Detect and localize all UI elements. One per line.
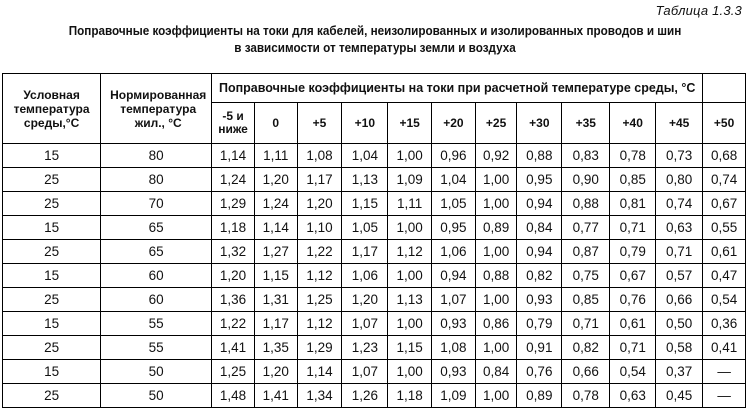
coefficient-cell: 0,82 <box>517 264 562 288</box>
coefficient-cell: 0,95 <box>432 216 476 240</box>
condition-temperature-cell: 15 <box>3 264 101 288</box>
normalized-temperature-cell: 50 <box>101 384 212 408</box>
coefficient-cell: 1,08 <box>432 336 476 360</box>
coefficient-cell: 1,20 <box>254 168 297 192</box>
coefficient-cell: 0,87 <box>562 240 610 264</box>
coefficient-cell: 1,00 <box>475 384 517 408</box>
coefficient-cell: 1,36 <box>212 288 255 312</box>
coefficient-cell: 1,23 <box>342 336 388 360</box>
coefficient-cell: 1,12 <box>297 312 342 336</box>
coefficient-cell: 0,81 <box>610 192 656 216</box>
normalized-temperature-header: Нормированная температура жил., °С <box>101 74 212 144</box>
coefficient-cell: 1,15 <box>254 264 297 288</box>
coefficient-cell: 0,89 <box>475 216 517 240</box>
coefficient-cell: 1,00 <box>475 288 517 312</box>
temperature-column-header: +50 <box>703 103 746 144</box>
coefficient-cell: 1,29 <box>297 336 342 360</box>
table-row <box>3 216 746 240</box>
temperature-column-header: +45 <box>656 103 703 144</box>
coefficient-cell: 1,17 <box>297 168 342 192</box>
coefficient-cell: 1,00 <box>388 264 432 288</box>
normalized-temperature-cell: 55 <box>101 336 212 360</box>
coefficient-cell: 0,50 <box>656 312 703 336</box>
condition-temperature-cell: 15 <box>3 360 101 384</box>
coefficient-cell: 0,79 <box>610 240 656 264</box>
coefficient-cell: 1,04 <box>432 168 476 192</box>
coefficient-cell: 0,80 <box>656 168 703 192</box>
coefficient-cell: 0,61 <box>703 240 746 264</box>
coefficient-cell: 0,91 <box>517 336 562 360</box>
coefficient-cell: 1,00 <box>388 360 432 384</box>
coefficient-cell: 1,07 <box>432 288 476 312</box>
table-row <box>3 240 746 264</box>
temperature-column-header: +5 <box>297 103 342 144</box>
coefficients-group-header: Поправочные коэффициенты на токи при расчетной температуре среды, °С <box>212 74 703 103</box>
coefficient-cell: 0,89 <box>517 384 562 408</box>
coefficient-cell: 1,34 <box>297 384 342 408</box>
coefficient-cell: 1,12 <box>297 264 342 288</box>
coefficient-cell: 1,00 <box>388 144 432 168</box>
coefficient-cell: 0,61 <box>610 312 656 336</box>
normalized-temperature-cell: 55 <box>101 312 212 336</box>
coefficient-cell: 1,00 <box>475 240 517 264</box>
table-title <box>38 22 713 56</box>
coefficient-cell: 0,76 <box>517 360 562 384</box>
coefficient-cell: 0,63 <box>656 216 703 240</box>
table-row <box>3 384 746 408</box>
coefficient-cell: 0,93 <box>432 312 476 336</box>
coefficient-cell: 1,32 <box>212 240 255 264</box>
coefficient-cell: 0,88 <box>475 264 517 288</box>
condition-temperature-header: Условная температура среды,°С <box>3 74 101 144</box>
table-row <box>3 336 746 360</box>
normalized-temperature-cell: 80 <box>101 168 212 192</box>
coefficient-cell: 0,75 <box>562 264 610 288</box>
coefficient-cell: — <box>703 360 746 384</box>
coefficient-cell: 0,63 <box>610 384 656 408</box>
coefficient-cell: 1,41 <box>212 336 255 360</box>
coefficient-cell: 0,82 <box>562 336 610 360</box>
normalized-temperature-cell: 60 <box>101 264 212 288</box>
coefficient-cell: 0,94 <box>517 240 562 264</box>
coefficients-group-header-extra <box>703 74 746 103</box>
table-row <box>3 192 746 216</box>
coefficient-cell: 1,09 <box>388 168 432 192</box>
coefficient-cell: 1,14 <box>254 216 297 240</box>
coefficient-cell: 0,96 <box>432 144 476 168</box>
condition-temperature-cell: 25 <box>3 240 101 264</box>
normalized-temperature-cell: 65 <box>101 216 212 240</box>
coefficient-cell: 0,83 <box>562 144 610 168</box>
coefficient-cell: 1,00 <box>475 168 517 192</box>
condition-temperature-cell: 25 <box>3 336 101 360</box>
condition-temperature-cell: 15 <box>3 144 101 168</box>
coefficient-cell: 1,08 <box>297 144 342 168</box>
temperature-column-header: +35 <box>562 103 610 144</box>
temperature-column-header: +40 <box>610 103 656 144</box>
coefficient-cell: 1,06 <box>342 264 388 288</box>
coefficient-cell: 1,18 <box>212 216 255 240</box>
coefficient-cell: 0,54 <box>610 360 656 384</box>
table-row <box>3 168 746 192</box>
coefficient-cell: 1,13 <box>388 288 432 312</box>
coefficient-cell: 0,37 <box>656 360 703 384</box>
temperature-column-header: +30 <box>517 103 562 144</box>
temperature-column-header: -5 и ниже <box>212 103 255 144</box>
table-row <box>3 360 746 384</box>
coefficient-cell: 0,84 <box>517 216 562 240</box>
temperature-column-header: +15 <box>388 103 432 144</box>
coefficient-cell: 0,68 <box>703 144 746 168</box>
coefficient-cell: 1,18 <box>388 384 432 408</box>
coefficient-cell: 1,00 <box>475 192 517 216</box>
table-number-label: Таблица 1.3.3 <box>655 3 742 18</box>
condition-temperature-cell: 15 <box>3 312 101 336</box>
coefficient-cell: 0,66 <box>562 360 610 384</box>
coefficient-cell: 1,31 <box>254 288 297 312</box>
coefficient-cell: 1,13 <box>342 168 388 192</box>
coefficient-cell: 0,95 <box>517 168 562 192</box>
coefficient-cell: 0,55 <box>703 216 746 240</box>
coefficient-cell: 0,73 <box>656 144 703 168</box>
temperature-column-header: 0 <box>254 103 297 144</box>
coefficient-cell: 1,07 <box>342 360 388 384</box>
coefficient-cell: 1,17 <box>342 240 388 264</box>
coefficient-cell: 1,20 <box>297 192 342 216</box>
table-row <box>3 312 746 336</box>
coefficient-cell: 0,74 <box>703 168 746 192</box>
coefficient-cell: 0,74 <box>656 192 703 216</box>
normalized-temperature-cell: 80 <box>101 144 212 168</box>
table-row <box>3 264 746 288</box>
coefficient-cell: 0,94 <box>432 264 476 288</box>
coefficient-cell: 1,20 <box>212 264 255 288</box>
coefficient-cell: 1,35 <box>254 336 297 360</box>
coefficient-cell: 0,93 <box>517 288 562 312</box>
coefficient-cell: 1,25 <box>297 288 342 312</box>
table-body <box>3 144 746 408</box>
coefficient-cell: 0,41 <box>703 336 746 360</box>
coefficient-cell: 0,86 <box>475 312 517 336</box>
coefficient-cell: 1,26 <box>342 384 388 408</box>
coefficient-cell: 1,20 <box>254 360 297 384</box>
coefficient-cell: 1,14 <box>212 144 255 168</box>
coefficient-cell: 0,71 <box>610 336 656 360</box>
normalized-temperature-cell: 60 <box>101 288 212 312</box>
correction-coefficients-table <box>2 73 746 408</box>
normalized-temperature-cell: 70 <box>101 192 212 216</box>
coefficient-cell: 0,94 <box>517 192 562 216</box>
coefficient-cell: 1,48 <box>212 384 255 408</box>
coefficient-cell: 0,90 <box>562 168 610 192</box>
table-row <box>3 144 746 168</box>
normalized-temperature-cell: 50 <box>101 360 212 384</box>
coefficient-cell: 0,71 <box>610 216 656 240</box>
coefficient-cell: 0,66 <box>656 288 703 312</box>
coefficient-cell: 0,88 <box>562 192 610 216</box>
coefficient-cell: 1,00 <box>388 312 432 336</box>
condition-temperature-cell: 25 <box>3 168 101 192</box>
coefficient-cell: 0,85 <box>562 288 610 312</box>
table-title-line: Поправочные коэффициенты на токи для кабелей, неизолированных и изолированных проводов и шин <box>68 23 682 38</box>
coefficient-cell: 1,22 <box>297 240 342 264</box>
condition-temperature-cell: 25 <box>3 384 101 408</box>
coefficient-cell: 0,93 <box>432 360 476 384</box>
coefficient-cell: 1,11 <box>388 192 432 216</box>
coefficient-cell: 1,00 <box>475 336 517 360</box>
coefficient-cell: 1,12 <box>388 240 432 264</box>
coefficient-cell: 0,78 <box>610 144 656 168</box>
normalized-temperature-cell: 65 <box>101 240 212 264</box>
coefficient-cell: 0,79 <box>517 312 562 336</box>
coefficient-cell: 0,84 <box>475 360 517 384</box>
coefficient-cell: 0,58 <box>656 336 703 360</box>
coefficient-cell: 1,04 <box>342 144 388 168</box>
coefficient-cell: 1,22 <box>212 312 255 336</box>
coefficient-cell: 1,17 <box>254 312 297 336</box>
condition-temperature-cell: 15 <box>3 216 101 240</box>
table-row <box>3 288 746 312</box>
coefficient-cell: 0,67 <box>703 192 746 216</box>
coefficient-cell: 1,24 <box>212 168 255 192</box>
coefficient-cell: 0,71 <box>656 240 703 264</box>
coefficient-cell: 0,92 <box>475 144 517 168</box>
table-title-line: в зависимости от температуры земли и воздуха <box>234 40 516 55</box>
coefficient-cell: 0,88 <box>517 144 562 168</box>
coefficient-cell: 0,54 <box>703 288 746 312</box>
coefficient-cell: 1,05 <box>342 216 388 240</box>
coefficient-cell: 1,20 <box>342 288 388 312</box>
coefficient-cell: 0,76 <box>610 288 656 312</box>
coefficient-cell: 1,05 <box>432 192 476 216</box>
coefficient-cell: 1,41 <box>254 384 297 408</box>
condition-temperature-cell: 25 <box>3 288 101 312</box>
temperature-column-header: +20 <box>432 103 476 144</box>
coefficient-cell: 0,47 <box>703 264 746 288</box>
coefficient-cell: 1,15 <box>388 336 432 360</box>
coefficient-cell: 0,45 <box>656 384 703 408</box>
coefficient-cell: 1,14 <box>297 360 342 384</box>
coefficient-cell: 1,15 <box>342 192 388 216</box>
coefficient-cell: — <box>703 384 746 408</box>
coefficient-cell: 0,71 <box>562 312 610 336</box>
coefficient-cell: 1,09 <box>432 384 476 408</box>
coefficient-cell: 0,67 <box>610 264 656 288</box>
coefficient-cell: 1,10 <box>297 216 342 240</box>
coefficient-cell: 1,29 <box>212 192 255 216</box>
coefficient-cell: 0,78 <box>562 384 610 408</box>
coefficient-cell: 1,24 <box>254 192 297 216</box>
coefficient-cell: 0,36 <box>703 312 746 336</box>
temperature-column-header: +10 <box>342 103 388 144</box>
temperature-column-header: +25 <box>475 103 517 144</box>
coefficient-cell: 1,06 <box>432 240 476 264</box>
coefficient-cell: 1,00 <box>388 216 432 240</box>
coefficient-cell: 1,07 <box>342 312 388 336</box>
coefficient-cell: 0,57 <box>656 264 703 288</box>
coefficient-cell: 1,27 <box>254 240 297 264</box>
coefficient-cell: 1,11 <box>254 144 297 168</box>
coefficient-cell: 0,85 <box>610 168 656 192</box>
coefficient-cell: 0,77 <box>562 216 610 240</box>
coefficient-cell: 1,25 <box>212 360 255 384</box>
condition-temperature-cell: 25 <box>3 192 101 216</box>
